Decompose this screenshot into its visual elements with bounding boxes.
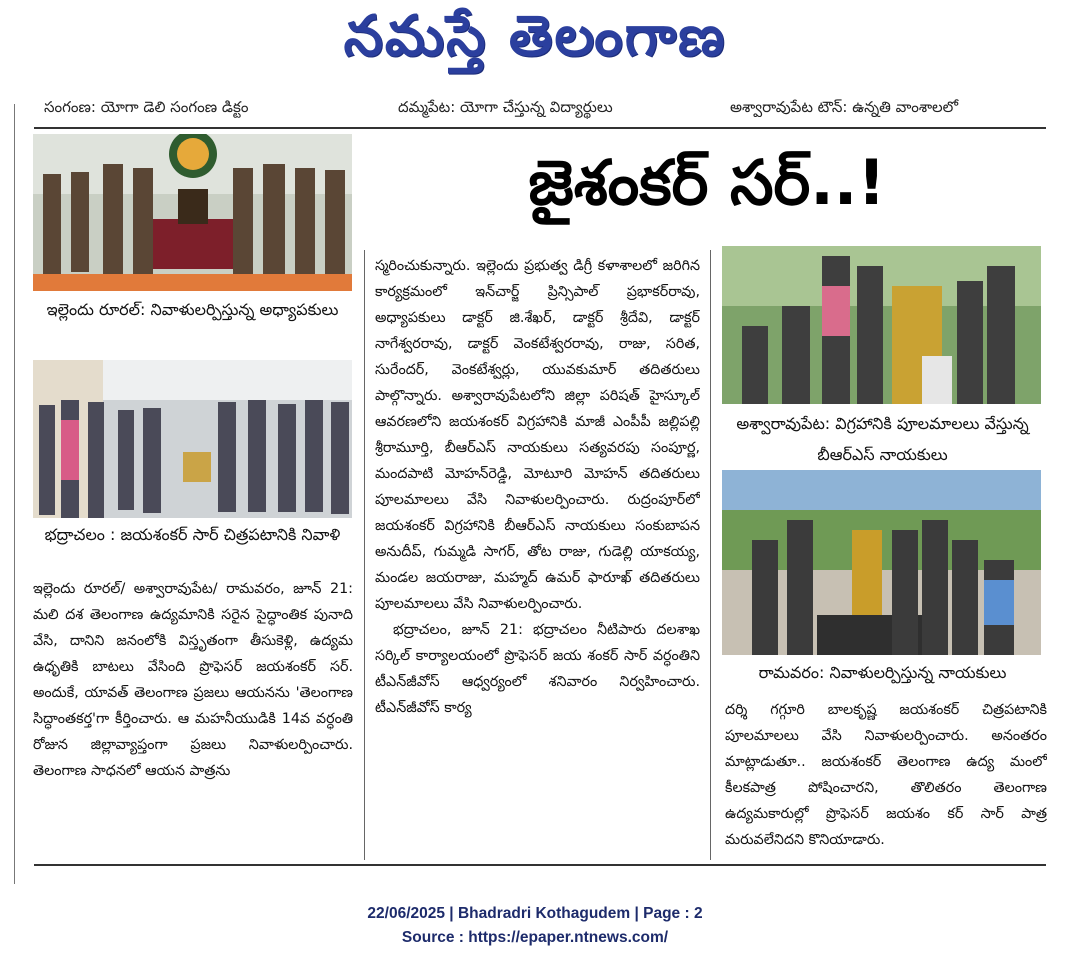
article-column-1-text: ఇల్లెందు రూరల్/ అశ్వారావుపేట/ రామవరం, జూన్ 21: మలి దశ తెలంగాణ ఉద్యమానికి సరైన సైద్ధాంతిక పునాది వేసి, దానిని జనంలోకి విస్తృతంగా తీసుకెళ్లి, ఉద్యమ ఉధృతికి బాటలు వేసింది ప్రొఫెసర్ జయశంకర్ సర్. అందుకే, యావత్ తెలంగాణ ప్రజలు ఆయనను 'తెలంగాణ సిద్ధాంతకర్త'గా కీర్తించారు. ఆ మహనీయుడికి 14వ వర్ధంతి రోజున జిల్లావ్యాప్తంగా ప్రజలు నివాళులర్పించారు. తెలంగాణ సాధనలో ఆయన పాత్రను (33, 581, 353, 779)
strip-caption-left: సంగంణ: యోగా డెలి సంగంణ డిక్టం (44, 98, 249, 116)
footer-date-edition: 22/06/2025 | Bhadradri Kothagudem | Page : 2 (367, 905, 703, 922)
photo-ramavaram-caption: రామవరం: నివాళులర్పిస్తున్న నాయకులు (758, 663, 1007, 682)
column-rule-1 (364, 250, 365, 860)
photo-illendu-teachers (33, 134, 352, 291)
masthead (0, 0, 1070, 92)
column-rule-2 (710, 250, 711, 860)
footer-source: Source : https://epaper.ntnews.com/ (401, 929, 669, 946)
article-column-3-text: దర్శి గగ్గూరి బాలకృష్ణ జయశంకర్ చిత్రపటానికి పూలమాలలు వేసి నివాళులర్పించారు. అనంతరం మాట్లాడుతూ.. జయశంకర్ తెలంగాణ ఉద్య మంలో కీలకపాత్ర పోషించారని, తొలితరం తెలంగాణ ఉద్యమకారుల్లో ప్రొఫెసర్ జయశం కర్ సార్ పాత్ర మరువలేనిదని కొనియాడారు. (725, 702, 1047, 848)
article-column-1 (33, 576, 353, 858)
top-rule (34, 127, 1046, 129)
article-column-2-para-2: భద్రాచలం, జూన్ 21: భద్రాచలం నీటిపారు దలశాఖ సర్కిల్ కార్యాలయంలో ప్రొఫెసర్ జయ శంకర్ సార్ వర్ధంతిని టీఎన్‌జీవోస్ ఆధ్వర్యంలో శనివారం నిర్వహించారు. టీఎన్‌జీవోస్ కార్య (375, 622, 700, 716)
article-column-2 (375, 253, 700, 863)
article-column-3 (725, 697, 1047, 862)
strip-caption-middle: దమ్మపేట: యోగా చేస్తున్న విద్యార్థులు (398, 98, 613, 116)
photo-ramavaram-leaders (722, 470, 1041, 655)
photo-bhadrachalam-tribute (33, 360, 352, 518)
photo-aswaraopet-caption: అశ్వారావుపేట: విగ్రహానికి పూలమాలలు వేస్తున్న బీఆర్ఎస్ నాయకులు (736, 414, 1029, 464)
article-column-2-para-1: స్మరించుకున్నారు. ఇల్లెందు ప్రభుత్వ డిగ్రీ కళాశాలలో జరిగిన కార్యక్రమంలో ఇన్‌చార్జ్ ప్రిన్సిపాల్ ప్రభాకర్‌రావు, అధ్యాపకులు డాక్టర్ జి.శేఖర్, డాక్టర్ శ్రీదేవి, డాక్టర్ నాగేశ్వరరావు, డాక్టర్ వెంకటేశ్వరరావు, రాజు, సరిత, సురేందర్, వెంకటేశ్వర్లు, యువకుమార్ తదితరులు పాల్గొన్నారు. అశ్వారావుపేటలోని జిల్లా పరిషత్ హైస్కూల్ ఆవరణలోని జయశంకర్ విగ్రహానికి మాజీ ఎంపీపీ జల్లిపల్లి శ్రీరామూర్తి, బీఆర్ఎస్ నాయకులు సత్యవరపు సంపూర్ణ, మందపాటి మోహన్‌రెడ్డి, మోటూరి మోహన్ తదితరులు పూలమాలలు వేసి నివాళులర్పించారు. రుద్రంపూర్‌లో జయశంకర్ విగ్రహానికి బీఆర్ఎస్ నాయకులు సంకుబాపన అనుదీప్, గుమ్మడి సాగర్, తోట రాజు, గుడెల్లి యాకయ్య, మండల జయరాజు, మహ్మద్ ఉమర్ ఫారూఖ్ తదితరులు పూలమాలలు వేసి నివాళులర్పించారు. (375, 258, 700, 612)
left-margin-rule (14, 104, 15, 884)
photo-illendu-caption: ఇల్లెందు రూరల్: నివాళులర్పిస్తున్న అధ్యాపకులు (46, 300, 339, 319)
photo-aswaraopet-statue (722, 246, 1041, 404)
strip-caption-right: అశ్వారావుపేట టౌన్: ఉన్నతి వాంశాలలో (730, 98, 959, 116)
headline: జైశంకర్ సర్..! (528, 146, 886, 219)
photo-bhadrachalam-caption: భద్రాచలం : జయశంకర్ సార్ చిత్రపటానికి నివాళి (44, 525, 341, 544)
masthead-logo: నమస్తే తెలంగాణ (343, 4, 727, 69)
bottom-rule (34, 864, 1046, 866)
